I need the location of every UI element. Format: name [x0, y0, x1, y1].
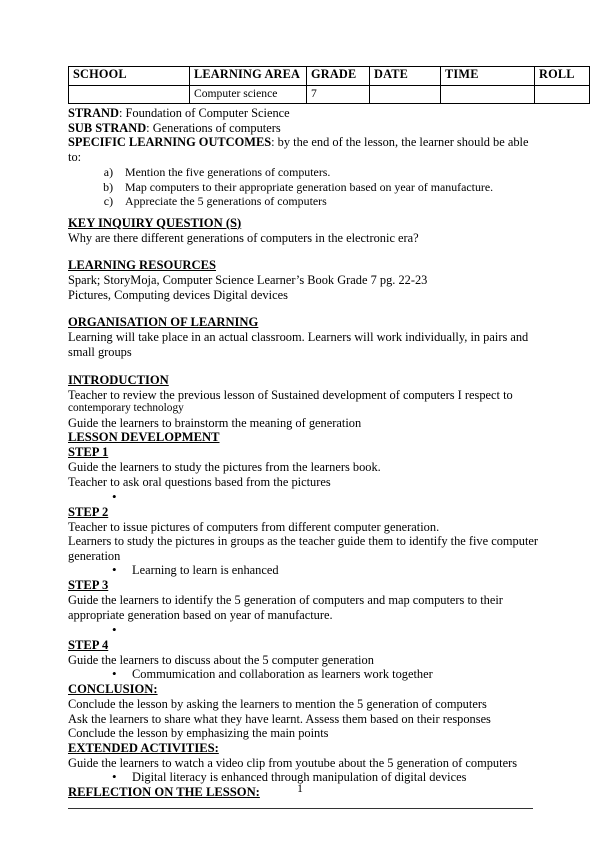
table-header-roll: ROLL: [535, 67, 590, 86]
step-3-line: Guide the learners to identify the 5 generation of computers and map computers to their appropriate generation based on year of manufacture.: [68, 593, 507, 622]
conclusion-heading: CONCLUSION:: [68, 682, 158, 697]
strand-label: STRAND: [68, 106, 119, 120]
step-3-bullets: [68, 623, 538, 638]
key-inquiry-heading: KEY INQUIRY QUESTION (S): [68, 215, 242, 230]
list-item: • Commumication and collaboration as learners work together: [112, 667, 538, 682]
conclusion-line: Conclude the lesson by emphasizing the main points: [68, 726, 329, 741]
step-1-line: Guide the learners to study the pictures from the learners book.: [68, 460, 381, 475]
step-1-heading: STEP 1: [68, 445, 109, 460]
step-2-line: Teacher to issue pictures of computers from different computer generation.: [68, 519, 440, 534]
spacer: [68, 245, 538, 258]
outcomes-label: SPECIFIC LEARNING OUTCOMES: [68, 135, 272, 150]
introduction-line-3: Guide the learners to brainstorm the meaning of generation: [68, 415, 362, 430]
table-header-time: TIME: [441, 67, 535, 86]
introduction-line-2: contemporary technology: [68, 402, 184, 415]
list-item: • Learning to learn is enhanced: [112, 563, 538, 578]
table-cell-time[interactable]: [441, 86, 535, 104]
strand-separator: :: [118, 106, 126, 120]
organisation-heading: ORGANISATION OF LEARNING: [68, 315, 259, 330]
outcomes-line: [68, 135, 538, 164]
step-2-bullets: [68, 563, 538, 578]
table-header-learning-area: LEARNING AREA: [190, 67, 307, 86]
table-cell-learning-area[interactable]: Computer science: [190, 86, 307, 104]
key-inquiry-body: Why are there different generations of computers in the electronic era?: [68, 230, 419, 245]
step-2-line: Learners to study the pictures in groups as the teacher guide them to identify the five computer generation: [68, 534, 542, 563]
spacer: [68, 209, 538, 216]
list-item: [112, 623, 538, 638]
table-cell-roll[interactable]: [535, 86, 590, 104]
learning-resources-line: Spark; StoryMoja, Computer Science Learner’s Book Grade 7 pg. 22-23: [68, 273, 428, 288]
reflection-heading: REFLECTION ON THE LESSON:: [68, 785, 260, 800]
reflection-divider: [68, 808, 533, 809]
extended-activities-heading: EXTENDED ACTIVITIES:: [68, 740, 219, 755]
table-cell-school[interactable]: [69, 86, 190, 104]
spacer: [68, 302, 538, 315]
step-1-line: Teacher to ask oral questions based from the pictures: [68, 474, 331, 489]
table-header-row: [69, 67, 590, 86]
page-number: 1: [297, 783, 303, 795]
table-header-grade: GRADE: [307, 67, 370, 86]
step-4-line: Guide the learners to discuss about the 5 computer generation: [68, 652, 374, 667]
list-item: b. Map computers to their appropriate generation based on year of manufacture.: [116, 180, 538, 194]
introduction-heading: INTRODUCTION: [68, 372, 169, 387]
extended-activities-line: Guide the learners to watch a video clip from youtube about the 5 generation of computers: [68, 755, 518, 770]
outcomes-separator: :: [271, 135, 278, 150]
strand-line: [68, 106, 538, 121]
outcomes-list: [68, 165, 538, 208]
step-1-bullets: [68, 490, 538, 505]
step-3-heading: STEP 3: [68, 578, 109, 593]
step-4-heading: STEP 4: [68, 637, 109, 652]
step-4-bullets: [68, 667, 538, 682]
list-item: [112, 490, 538, 505]
table-header-school: SCHOOL: [69, 67, 190, 86]
introduction-line-1: Teacher to review the previous lesson of Sustained development of computers I respect to: [68, 387, 513, 402]
learning-resources-heading: LEARNING RESOURCES: [68, 258, 217, 273]
lesson-development-heading: LESSON DEVELOPMENT: [68, 430, 220, 445]
spacer: [68, 360, 538, 373]
table-cell-date[interactable]: [370, 86, 441, 104]
lesson-meta-table: [68, 66, 590, 104]
strand-value: Foundation of Computer Science: [125, 106, 290, 120]
list-item: • Digital literacy is enhanced through manipulation of digital devices: [112, 770, 538, 785]
outcomes-intro: by the end of the lesson, the learner should be able to:: [68, 135, 532, 164]
sub-strand-line: [68, 121, 538, 136]
sub-strand-separator: :: [146, 120, 153, 135]
sub-strand-label: SUB STRAND: [68, 120, 147, 135]
table-cell-grade[interactable]: 7: [307, 86, 370, 104]
conclusion-line: Conclude the lesson by asking the learners to mention the 5 generation of computers: [68, 697, 487, 712]
step-2-heading: STEP 2: [68, 504, 109, 519]
table-row: [69, 86, 590, 104]
organisation-body: Learning will take place in an actual classroom. Learners will work individually, in pairs and small groups: [68, 330, 532, 359]
learning-resources-line: Pictures, Computing devices Digital devices: [68, 287, 288, 302]
table-header-date: DATE: [370, 67, 441, 86]
sub-strand-value: Generations of computers: [152, 120, 281, 135]
conclusion-line: Ask the learners to share what they have learnt. Assess them based on their responses: [68, 711, 491, 726]
list-item: c. Appreciate the 5 generations of computers: [116, 194, 538, 208]
list-item: a. Mention the five generations of computers.: [116, 165, 538, 179]
